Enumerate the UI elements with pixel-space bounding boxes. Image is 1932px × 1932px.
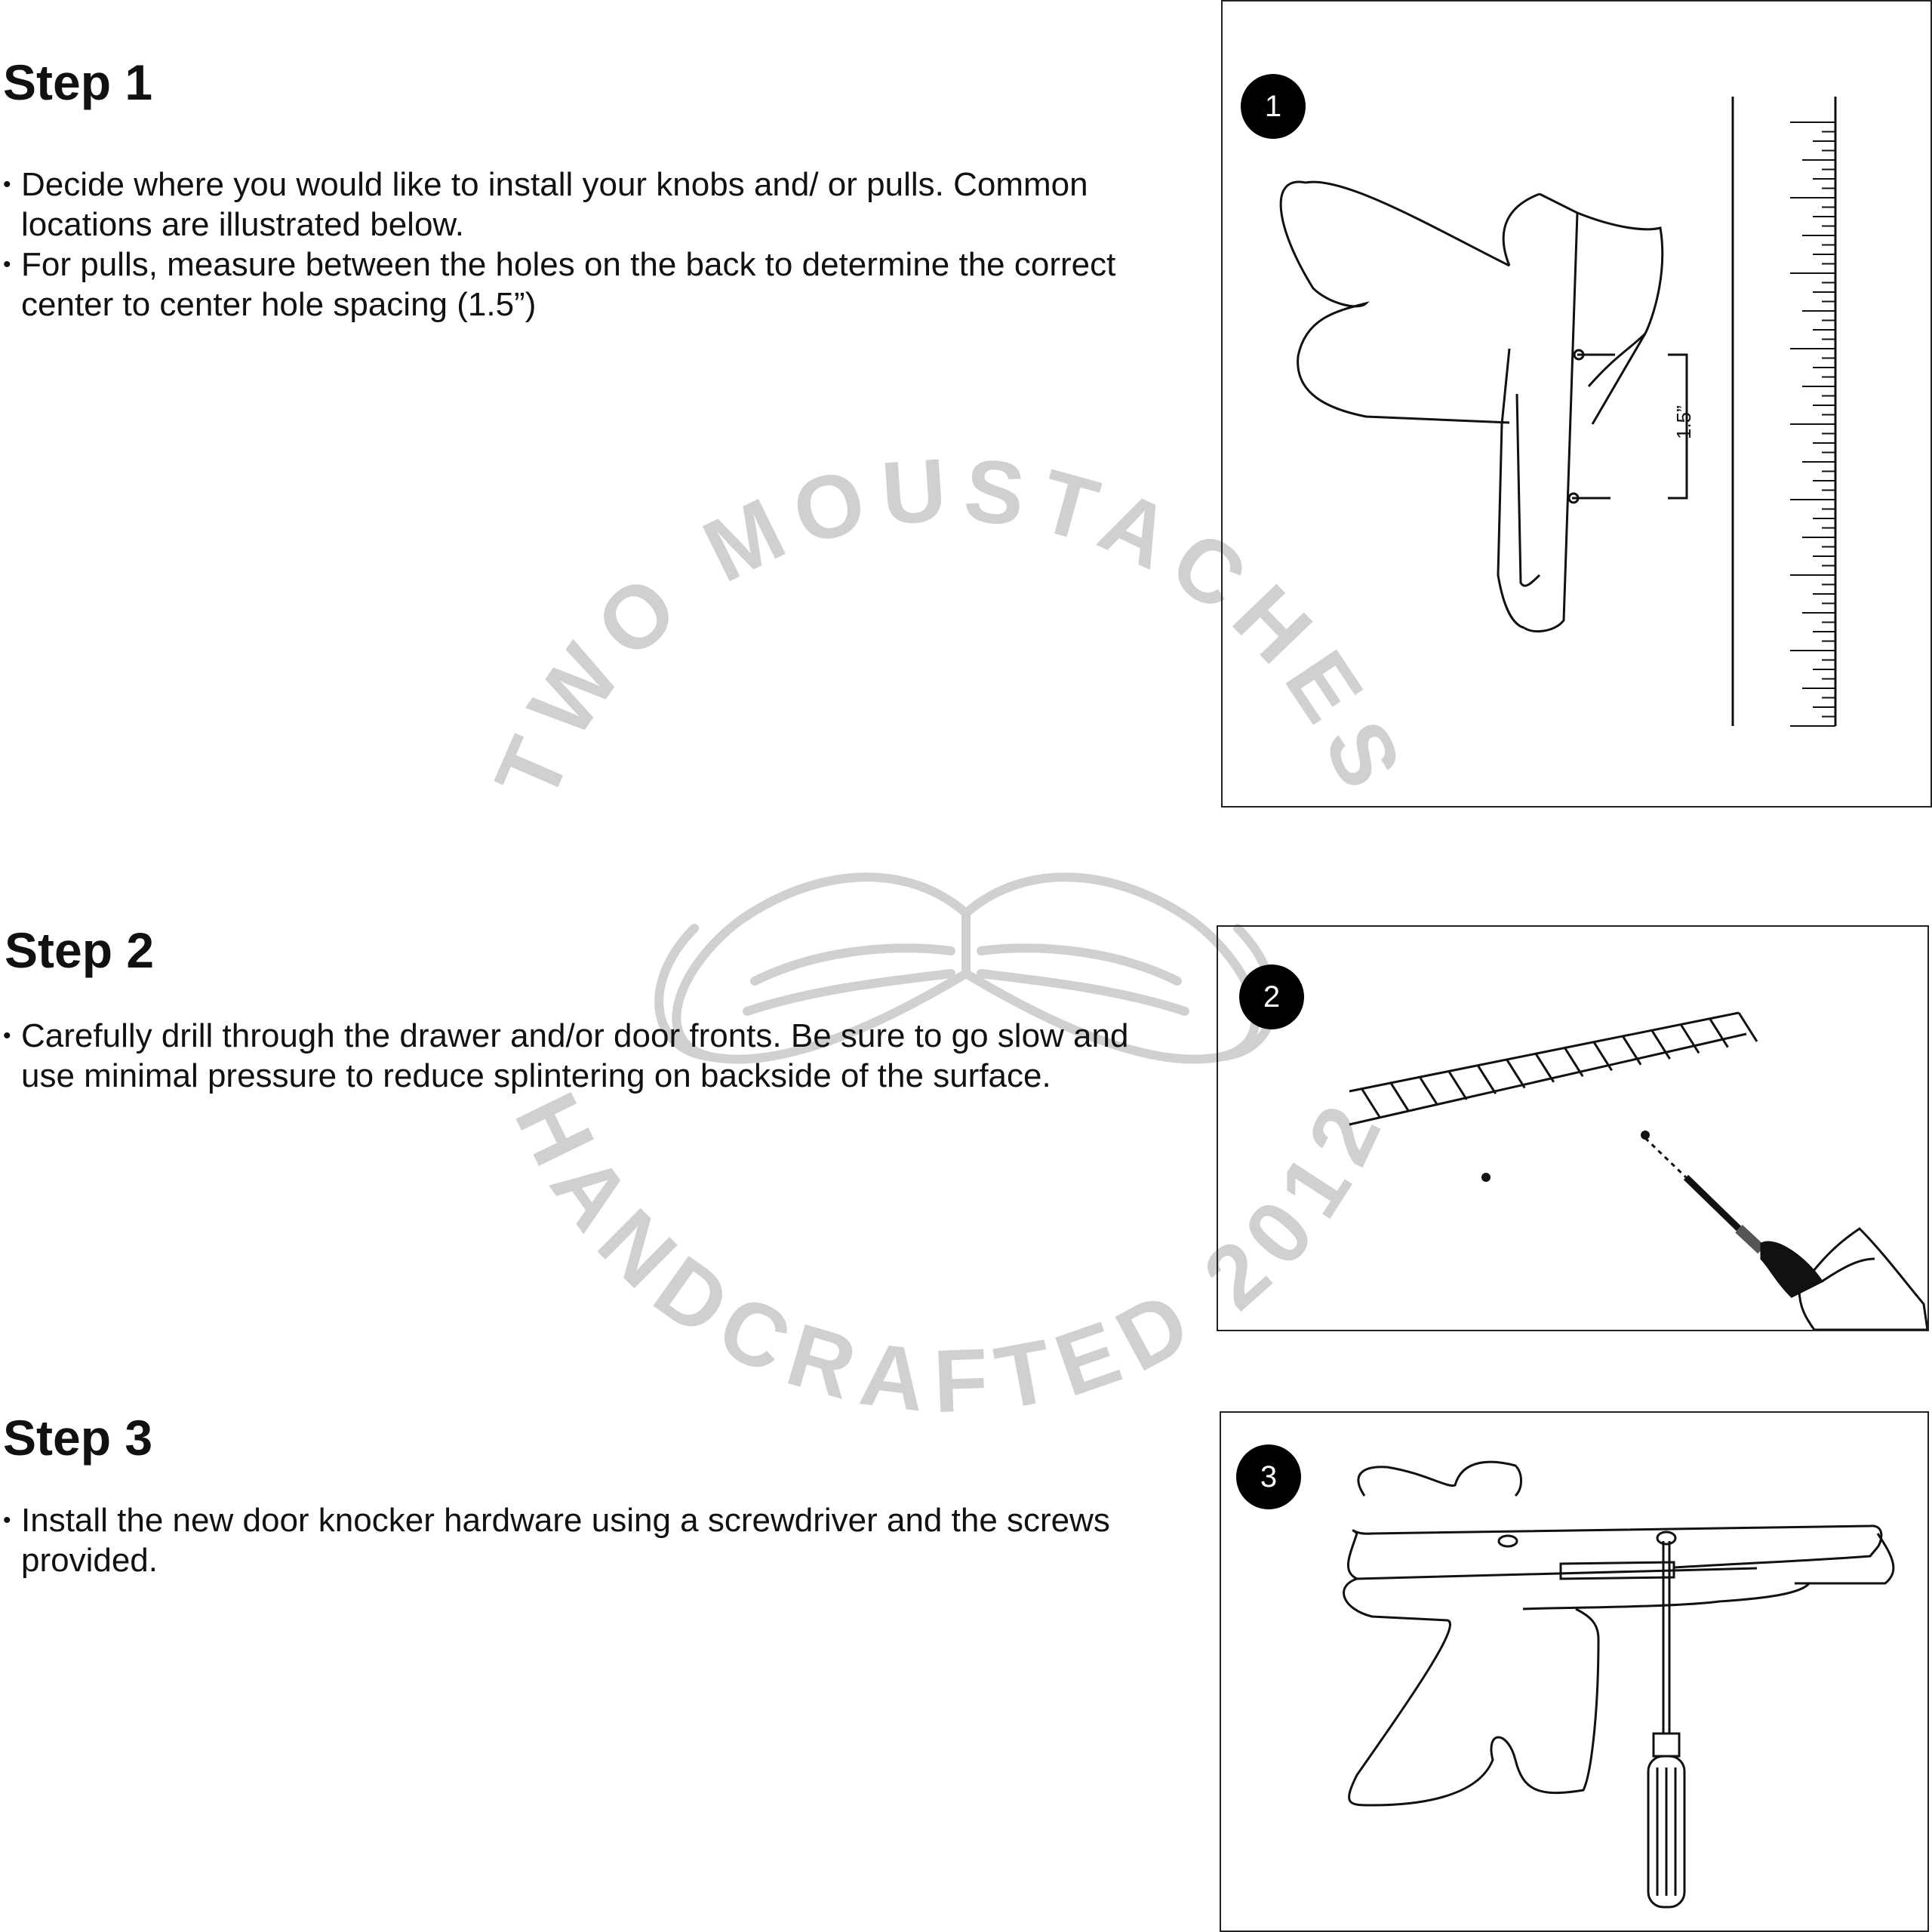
step-2-instructions [3, 1016, 1165, 1096]
hatch-mark [1361, 1088, 1380, 1117]
dimension-label: 1.5” [1672, 405, 1695, 439]
step-3-illustration [1220, 1411, 1929, 1932]
watermark-bottom-text: HANDCRAFTED 2012 [495, 1078, 1406, 1432]
hatch-mark [1536, 1054, 1554, 1082]
hatch-mark [1420, 1077, 1438, 1106]
drill-mark-icon [1481, 1173, 1491, 1182]
step-3-title: Step 3 [3, 1410, 153, 1466]
step-2-illustration [1217, 925, 1929, 1331]
door-knocker-side-view-icon [1281, 182, 1687, 632]
list-item: • Carefully drill through the drawer and/or door fronts. Be sure to go slow and use minimal pressure to reduce splintering on backside of the surface. [3, 1017, 1129, 1094]
step-3-instructions [3, 1500, 1150, 1580]
screwdriver-icon [1648, 1541, 1684, 1907]
step-3-badge: 3 [1236, 1444, 1301, 1509]
hatch-mark [1448, 1071, 1466, 1100]
hatch-mark [1710, 1019, 1728, 1048]
watermark-top-text: TWO MOUSTACHES [476, 439, 1426, 814]
list-item: • Install the new door knocker hardware using a screwdriver and the screws provided. [3, 1502, 1110, 1579]
drawer-edge-icon [1349, 1013, 1757, 1124]
step-1-title: Step 1 [3, 54, 153, 110]
hatch-mark [1564, 1048, 1583, 1076]
hatch-mark [1506, 1060, 1524, 1088]
hatch-mark [1739, 1013, 1757, 1041]
list-item: • Decide where you would like to install your knobs and/ or pulls. Common locations are illustrated below. [3, 166, 1088, 243]
hatch-mark [1390, 1082, 1408, 1111]
step-1-illustration [1221, 0, 1932, 808]
door-knocker-top-view-icon [1344, 1462, 1894, 1805]
list-item: • For pulls, measure between the holes on the back to determine the correct center to center hole spacing (1.5”) [3, 246, 1116, 323]
step-1-instructions [3, 165, 1180, 325]
hatch-mark [1478, 1065, 1496, 1094]
step-2-badge: 2 [1239, 964, 1304, 1029]
step-2-title: Step 2 [5, 922, 155, 978]
drill-icon [1645, 1138, 1927, 1330]
step-1-badge: 1 [1241, 74, 1306, 139]
